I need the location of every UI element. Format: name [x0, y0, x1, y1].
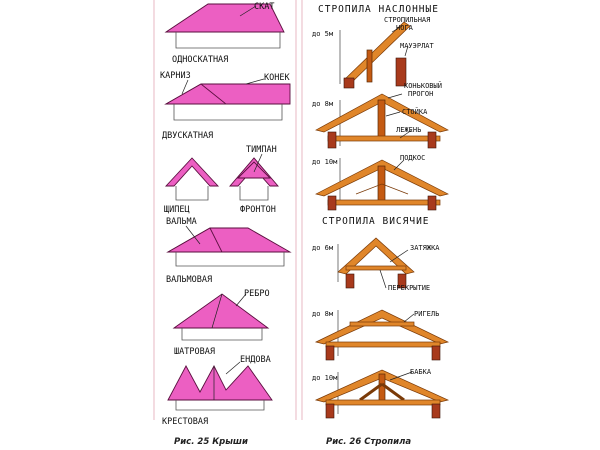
label-lezhen: ЛЕЖЕНЬ	[396, 126, 422, 134]
endova-leader	[226, 362, 240, 374]
span-8m: до 8м	[312, 100, 334, 108]
label-rigel: РИГЕЛЬ	[414, 310, 440, 318]
rafter-diagram-10m-hanging	[312, 368, 448, 418]
label-babka: БАБКА	[410, 368, 432, 376]
hip-roof-diagram	[166, 217, 290, 285]
label-konkovy-2: ПРОГОН	[408, 90, 434, 98]
zatyazhka-6m	[346, 266, 406, 270]
label-valma: ВАЛЬМА	[166, 217, 197, 227]
cross-walls	[176, 400, 264, 410]
label-endova: ЕНДОВА	[240, 355, 271, 365]
wall-8m-left	[328, 132, 336, 148]
label-timpan: ТИМПАН	[246, 145, 277, 155]
label-shatrovaya: ШАТРОВАЯ	[174, 347, 215, 357]
zatyazhka-8m	[326, 342, 440, 347]
label-shchipets: ЩИПЕЦ	[164, 205, 190, 215]
rafter-diagram-6m	[312, 238, 440, 292]
header-naslonnye: СТРОПИЛА НАСЛОННЫЕ	[318, 4, 439, 15]
span-10m: до 10м	[312, 158, 338, 166]
label-podkos: ПОДКОС	[400, 154, 426, 162]
rafter-diagram-8m-hanging	[312, 310, 448, 360]
single-pitch-walls	[176, 32, 280, 48]
label-odnoskatnaya: ОДНОСКАТНАЯ	[172, 55, 229, 65]
span-5m: до 5м	[312, 30, 334, 38]
span-8m-hanging: до 8м	[312, 310, 334, 318]
label-rebro: РЕБРО	[244, 289, 270, 299]
caption-figure-25: Рис. 25 Крыши	[174, 437, 248, 447]
label-mauerlat: МАУЭРЛАТ	[400, 42, 434, 50]
rafter-diagram-8m	[312, 81, 448, 148]
podkos-right	[382, 184, 408, 194]
stoyka-8m	[378, 100, 385, 138]
rigel-leader	[404, 314, 414, 322]
shchipets-roof	[166, 158, 218, 186]
wall-10mh-left	[326, 404, 334, 418]
wall-10m-left	[328, 196, 336, 210]
span-10m-hanging: до 10м	[312, 374, 338, 382]
rafter-diagram-5m	[312, 16, 435, 88]
label-stropilnaya-2: НОГА	[396, 24, 413, 32]
label-fronton: ФРОНТОН	[240, 205, 276, 215]
pyramid-walls	[182, 328, 262, 340]
label-stropilnaya-1: СТРОПИЛЬНАЯ	[384, 16, 431, 24]
konek-leader	[246, 79, 264, 84]
wall-8mh-left	[326, 346, 334, 360]
label-stoyka: СТОЙКА	[402, 108, 428, 116]
gable-ends-diagram	[164, 145, 278, 215]
label-konek: КОНЕК	[264, 73, 290, 83]
lezhen-10m	[328, 200, 440, 205]
konkovy-leader	[388, 94, 402, 98]
label-perekrytie: ПЕРЕКРЫТИЕ	[388, 284, 431, 292]
label-karniz: КАРНИЗ	[160, 71, 191, 81]
rafter-post	[367, 50, 372, 82]
rigel-8m	[350, 322, 414, 326]
wall-10m-right	[428, 196, 436, 210]
header-visyachie: СТРОПИЛА ВИСЯЧИЕ	[322, 216, 430, 227]
wall-6m-left	[346, 274, 354, 288]
hip-walls	[176, 252, 284, 266]
label-dvuskatnaya: ДВУСКАТНАЯ	[162, 131, 214, 141]
label-valmovaya: ВАЛЬМОВАЯ	[166, 275, 213, 285]
pyramid-roof	[174, 294, 268, 328]
rafter-wall-left	[344, 78, 354, 88]
shchipets-walls	[176, 186, 208, 200]
label-zatyazhka: ЗАТЯЖКА	[410, 244, 440, 252]
gable-walls	[174, 104, 282, 120]
pyramid-roof-diagram	[174, 289, 270, 357]
wall-10mh-right	[432, 404, 440, 418]
label-skat: СКАТ	[254, 2, 275, 12]
fronton-walls	[240, 186, 268, 200]
stoyka-leader	[386, 112, 400, 116]
cross-roof	[168, 366, 272, 400]
label-konkovy-1: КОНЬКОВЫЙ	[404, 82, 442, 90]
span-6m: до 6м	[312, 244, 334, 252]
caption-figure-26: Рис. 26 Стропила	[326, 437, 412, 447]
cross-roof-diagram	[162, 355, 272, 427]
rafter-diagram-10m	[312, 154, 448, 210]
wall-8m-right	[428, 132, 436, 148]
single-pitch-roof-diagram	[166, 2, 284, 65]
babka-post	[379, 374, 385, 402]
perekrytie-leader	[380, 270, 386, 288]
zatyazhka-10m	[326, 400, 440, 405]
fronton-tympanum	[238, 162, 270, 178]
lezhen-8m	[328, 136, 440, 141]
label-krestovaya: КРЕСТОВАЯ	[162, 417, 209, 427]
wall-8mh-right	[432, 346, 440, 360]
gable-roof-diagram	[160, 71, 290, 141]
